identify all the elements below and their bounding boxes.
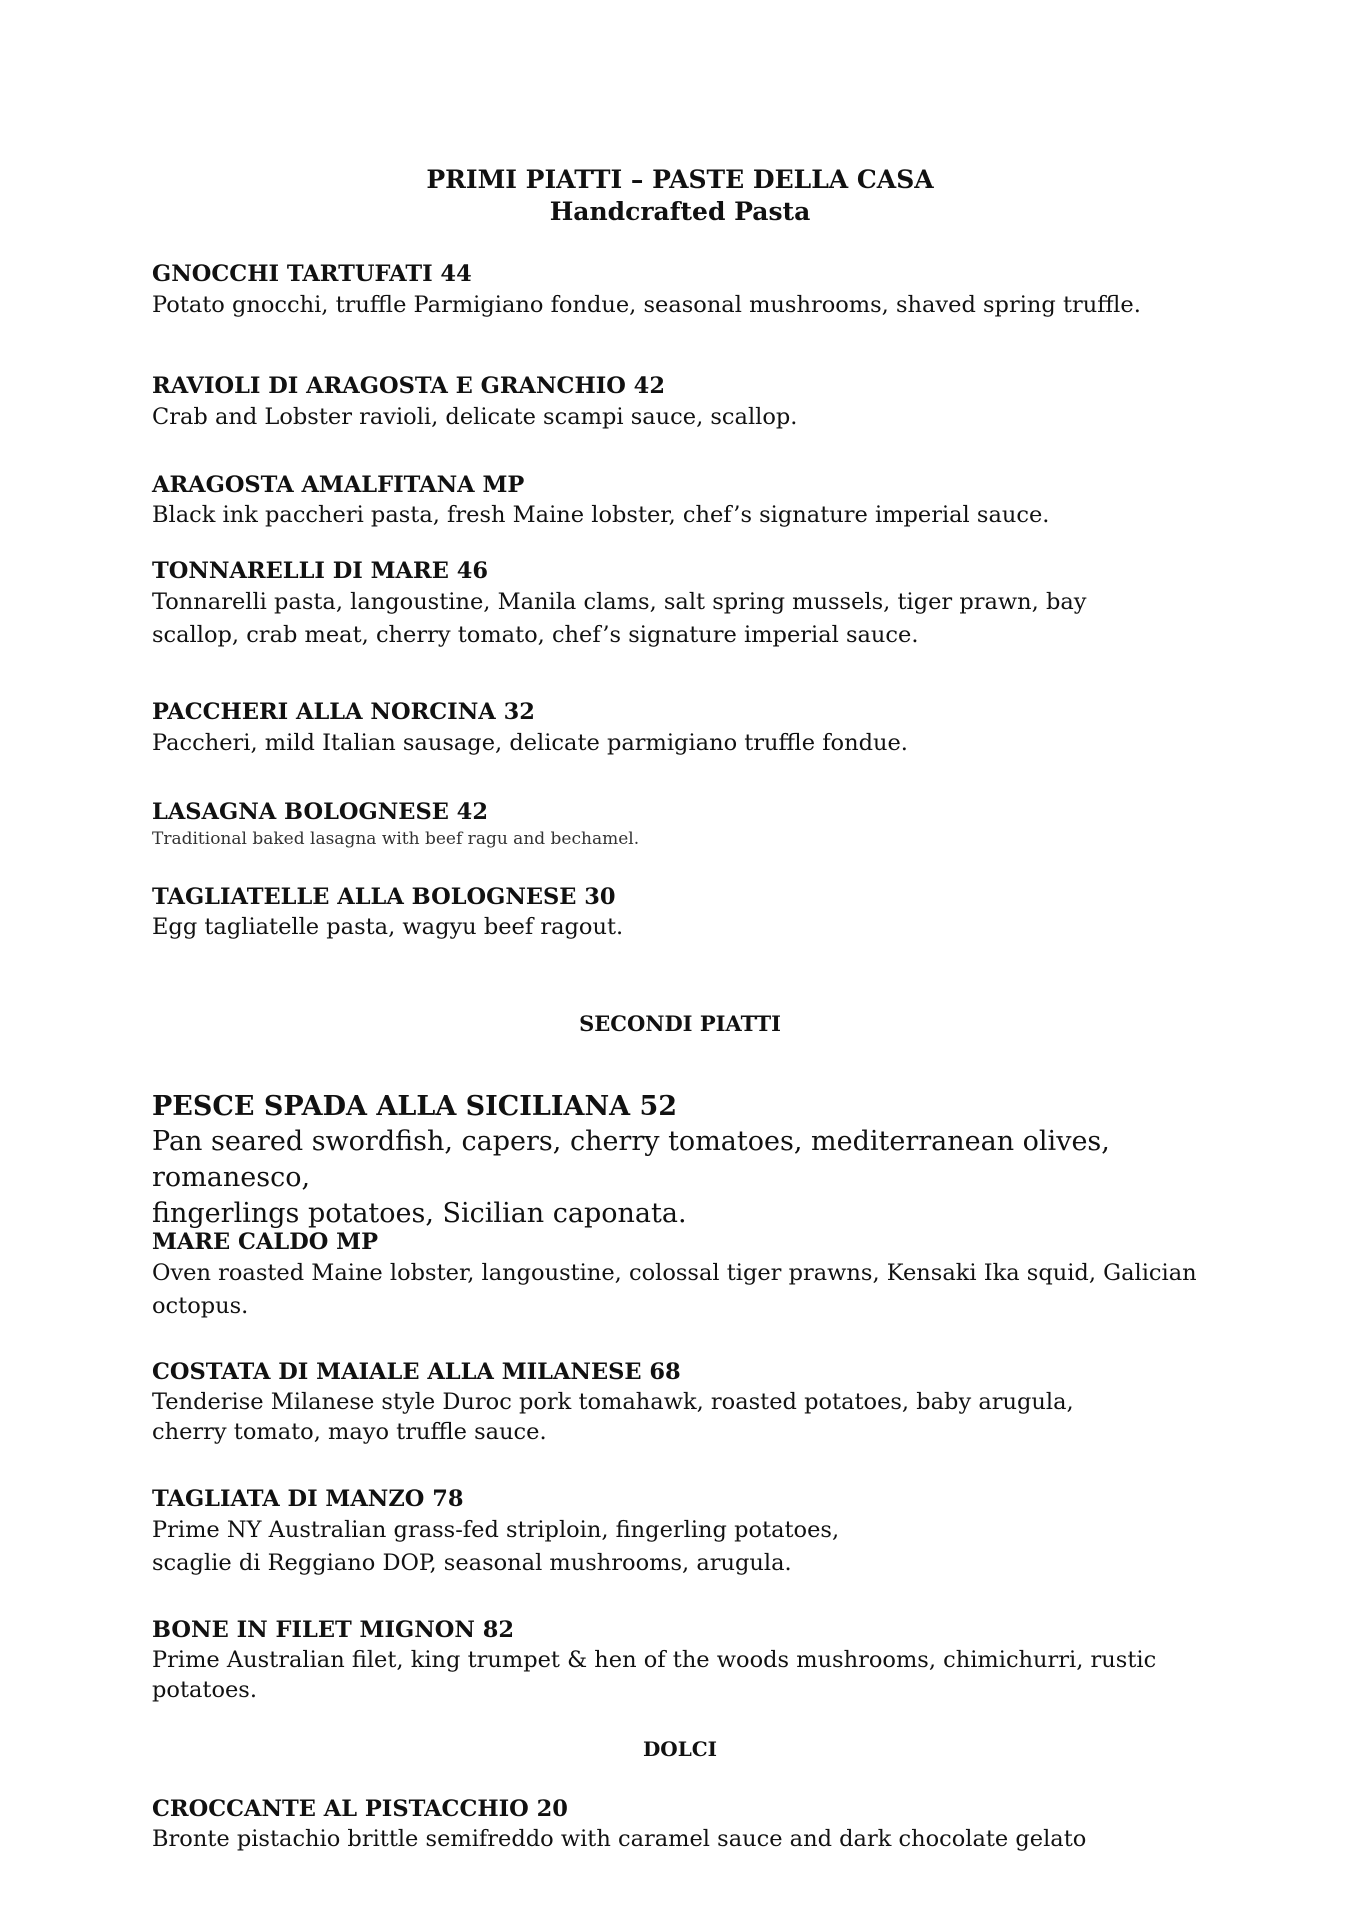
item-title: PESCE SPADA ALLA SICILIANA 52 [152,1091,678,1122]
secondi-heading: SECONDI PIATTI [579,1011,781,1036]
primi-subheading: Handcrafted Pasta [549,197,811,226]
item-description: Bronte pistachio brittle semifreddo with caramel sauce and dark chocolate gelato [152,1826,1087,1852]
item-description: Prime NY Australian grass-fed striploin, fingerling potatoes, scaglie di Reggiano DOP, seasonal mushrooms, arugula. [152,1517,840,1576]
item-title: RAVIOLI DI ARAGOSTA E GRANCHIO 42 [152,373,665,399]
menu-item [152,1484,1262,1580]
menu-item [152,1794,1262,1854]
item-title: COSTATA DI MAIALE ALLA MILANESE 68 [152,1359,681,1385]
item-description: Black ink paccheri pasta, fresh Maine lobster, chef’s signature imperial sauce. [152,502,1050,528]
menu-item [152,470,1262,530]
item-description: Oven roasted Maine lobster, langoustine, colossal tiger prawns, Kensaki Ika squid, Galician octopus. [152,1260,1197,1319]
item-title: LASAGNA BOLOGNESE 42 [152,799,488,825]
item-description: Pan seared swordfish, capers, cherry tomatoes, mediterranean olives, romanesco, fingerlings potatoes, Sicilian caponata. [152,1126,1110,1229]
menu-item [152,1227,1262,1323]
menu-item [152,882,1262,942]
item-title: ARAGOSTA AMALFITANA MP [152,472,525,498]
item-title: TAGLIATELLE ALLA BOLOGNESE 30 [152,884,616,910]
menu-item [152,556,1262,652]
item-description: Potato gnocchi, truffle Parmigiano fondue, seasonal mushrooms, shaved spring truffle. [152,292,1141,318]
item-title: GNOCCHI TARTUFATI 44 [152,261,472,287]
item-title: TONNARELLI DI MARE 46 [152,558,489,584]
menu-item [152,259,1262,322]
item-title: PACCHERI ALLA NORCINA 32 [152,699,535,725]
item-title: CROCCANTE AL PISTACCHIO 20 [152,1796,568,1822]
primi-heading: PRIMI PIATTI – PASTE DELLA CASA [426,165,934,194]
item-description: Paccheri, mild Italian sausage, delicate parmigiano truffle fondue. [152,730,908,756]
item-description: Prime Australian filet, king trumpet & hen of the woods mushrooms, chimichurri, rustic potatoes. [152,1647,1157,1703]
menu-item [152,697,1262,760]
item-title: TAGLIATA DI MANZO 78 [152,1486,464,1512]
menu-item [152,1615,1262,1705]
menu-item [152,1357,1262,1447]
menu-item [152,371,1262,434]
dolci-heading: DOLCI [642,1737,718,1761]
item-title: BONE IN FILET MIGNON 82 [152,1617,515,1643]
item-description: Crab and Lobster ravioli, delicate scampi sauce, scallop. [152,404,798,430]
item-description: Tenderise Milanese style Duroc pork tomahawk, roasted potatoes, baby arugula, cherry tomato, mayo truffle sauce. [152,1389,1074,1445]
item-description: Tonnarelli pasta, langoustine, Manila clams, salt spring mussels, tiger prawn, bay scallop, crab meat, cherry tomato, chef’s signature imperial sauce. [152,589,1087,648]
menu-item [152,797,1262,851]
item-description: Egg tagliatelle pasta, wagyu beef ragout. [152,914,624,940]
menu-item [152,1090,1262,1232]
item-title: MARE CALDO MP [152,1229,378,1255]
item-description: Traditional baked lasagna with beef ragu and bechamel. [152,829,640,849]
